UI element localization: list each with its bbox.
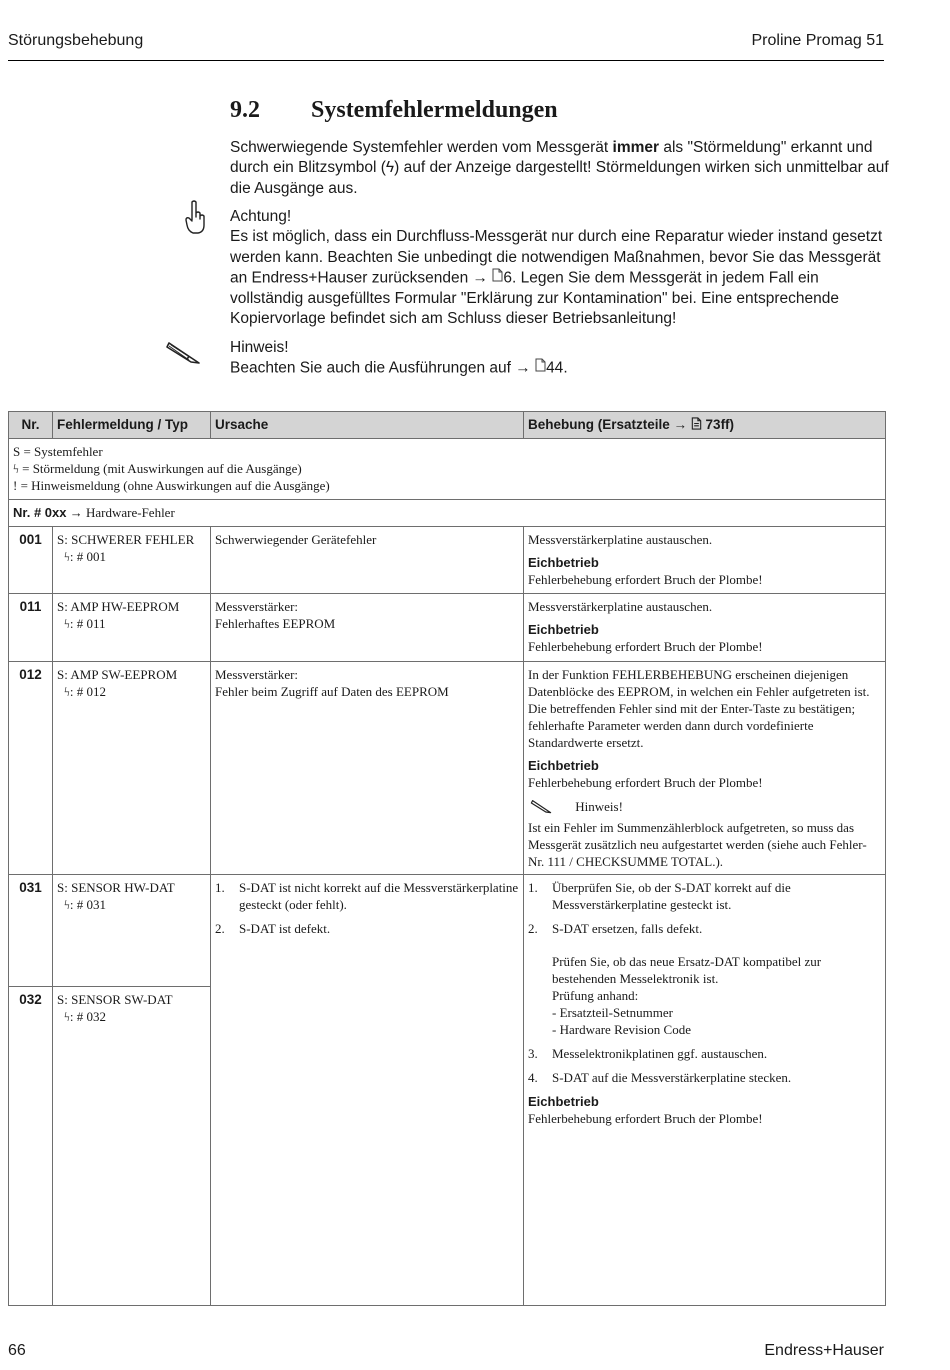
group-label: Nr. # 0xx [13, 505, 67, 520]
warning-title: Achtung! [230, 208, 292, 225]
warning-text [230, 227, 890, 329]
page-number: 66 [8, 1342, 26, 1359]
list-item: 1. S-DAT ist nicht korrekt auf die Messverstärkerplatine gesteckt (oder fehlt). [215, 880, 519, 912]
remedy-step-detail: - Ersatzteil-Setnummer [552, 1005, 673, 1020]
intro-bold: immer [612, 139, 660, 156]
page-ref-icon [535, 358, 546, 378]
calibration-label: Eichbetrieb [528, 1094, 599, 1109]
cause-cell [211, 594, 524, 662]
list-item: 3. Messelektronikplatinen ggf. austauschen. [528, 1046, 768, 1061]
remedy-cell [524, 662, 886, 875]
section-number: 9.2 [230, 97, 260, 123]
error-number: 011 [9, 594, 53, 662]
error-code: ϟ: # 012 [64, 684, 106, 699]
legend-item: ! = Hinweismeldung (ohne Auswirkungen auf die Ausgänge) [13, 478, 330, 493]
error-message: S: SENSOR HW-DAT [57, 880, 175, 895]
cause-text: Messverstärker: [215, 599, 299, 614]
error-code: ϟ: # 001 [64, 549, 106, 564]
remedy-header-ref: 73ff) [705, 417, 735, 432]
error-message: S: AMP SW-EEPROM [57, 667, 178, 682]
warning-text-part1: Es ist möglich, dass ein Durchfluss-Messgerät nur durch eine Reparatur wieder instand gesetzt werden kann. Beachten Sie unbedingt die notwendigen Maßnahmen, bevor Sie das Messgerät an Endress+Hauser zurücksenden → [230, 228, 883, 287]
cause-list [215, 879, 519, 937]
error-message-cell [53, 875, 211, 987]
page-ref-icon [492, 268, 503, 288]
remedy-header-text: Behebung (Ersatzteile → [528, 417, 691, 432]
note-page-ref: 44 [546, 359, 564, 377]
error-number: 031 [9, 875, 53, 987]
error-code: ϟ: # 011 [64, 616, 106, 631]
error-message: S: AMP HW-EEPROM [57, 599, 180, 614]
hint-title: Hinweis! [575, 798, 623, 814]
remedy-cell [524, 875, 886, 1306]
legend-item: S = Systemfehler [13, 444, 103, 459]
pointing-hand-icon [183, 200, 207, 236]
cause-step-text: S-DAT ist defekt. [239, 921, 331, 936]
pencil-icon [528, 797, 554, 819]
remedy-step-text: S-DAT auf die Messverstärkerplatine stecken. [552, 1070, 792, 1085]
remedy-step-detail: - Hardware Revision Code [552, 1022, 691, 1037]
cause-text: Fehler beim Zugriff auf Daten des EEPROM [215, 684, 449, 699]
note-text-part2: . [563, 359, 568, 377]
remedy-text: Messverstärkerplatine austauschen. [528, 532, 713, 547]
intro-text-2: als "Störmeldung" erkannt und durch ein Blitzsymbol (ϟ) auf der Anzeige dargestellt! Störmeldungen wirken sich unmittelbar auf die Ausgänge aus. [230, 139, 889, 197]
group-row [9, 500, 886, 527]
note-text-part1: Beachten Sie auch die Ausführungen auf → [230, 359, 536, 377]
remedy-text: Messverstärkerplatine austauschen. [528, 599, 713, 614]
cause-cell [211, 875, 524, 1306]
warning-text-part2: . Legen Sie dem Messgerät in jedem Fall ein vollständig ausgefülltes Formular "Erklärung zur Kontamination" bei. Eine entsprechende Kopiervorlage befindet sich am Schluss dieser Betriebsanleitung! [230, 269, 839, 328]
table-row [9, 875, 886, 987]
pencil-icon [163, 337, 203, 367]
error-message-cell [53, 527, 211, 594]
remedy-step-detail: Prüfen Sie, ob das neue Ersatz-DAT kompatibel zur bestehenden Messelektronik ist. [552, 954, 822, 986]
error-message: S: SCHWERER FEHLER [57, 532, 195, 547]
error-code: ϟ: # 031 [64, 897, 106, 912]
error-message: S: SENSOR SW-DAT [57, 992, 173, 1007]
remedy-step-text: Messelektronikplatinen ggf. austauschen. [552, 1046, 768, 1061]
cause-step-text: S-DAT ist nicht korrekt auf die Messverstärkerplatine gesteckt (oder fehlt). [239, 880, 519, 912]
error-code: ϟ: # 032 [64, 1009, 106, 1024]
error-number: 001 [9, 527, 53, 594]
cause-cell [211, 662, 524, 875]
error-number: 032 [9, 987, 53, 1306]
page-ref-icon [691, 417, 702, 434]
legend-item: ϟ = Störmeldung (mit Auswirkungen auf die Ausgänge) [13, 461, 302, 476]
list-item: 1. Überprüfen Sie, ob der S-DAT korrekt auf die Messverstärkerplatine gesteckt ist. [528, 880, 791, 912]
table-row [9, 527, 886, 594]
running-header-chapter: Störungsbehebung [8, 32, 144, 49]
note-block [230, 338, 890, 379]
error-message-cell [53, 987, 211, 1306]
group-text: → Hardware-Fehler [66, 505, 175, 520]
error-message-cell [53, 594, 211, 662]
note-text [230, 358, 890, 379]
cause-text: Messverstärker: [215, 667, 299, 682]
calibration-text: Fehlerbehebung erfordert Bruch der Plombe! [528, 572, 763, 587]
column-header-cause: Ursache [211, 412, 524, 439]
hint-heading [528, 797, 881, 819]
calibration-text: Fehlerbehebung erfordert Bruch der Plombe! [528, 1111, 763, 1126]
legend-row [9, 439, 886, 500]
cause-text: Schwerwiegender Gerätefehler [215, 532, 377, 547]
list-item: 2. S-DAT ersetzen, falls defekt. Prüfen Sie, ob das neue Ersatz-DAT kompatibel zur bestehenden Messelektronik ist. Prüfung anhand: - Ersatzteil-Setnummer - Hardware Revision Code [528, 920, 881, 1038]
footer-brand: Endress+Hauser [764, 1342, 884, 1359]
hint-text: Ist ein Fehler im Summenzählerblock aufgetreten, so muss das Messgerät zusätzlich neu aufgestartet werden (siehe auch Fehler-Nr. 111 / CHECKSUMME TOTAL.). [528, 820, 867, 869]
intro-text-1: Schwerwiegende Systemfehler werden vom Messgerät [230, 139, 613, 156]
remedy-step-detail: Prüfung anhand: [552, 988, 639, 1003]
remedy-step-text: S-DAT ersetzen, falls defekt. [552, 921, 703, 936]
header-rule [8, 60, 884, 61]
warning-block [230, 207, 890, 330]
calibration-label: Eichbetrieb [528, 555, 599, 570]
calibration-label: Eichbetrieb [528, 622, 599, 637]
remedy-cell [524, 527, 886, 594]
column-header-remedy [524, 412, 886, 439]
column-header-nr: Nr. [9, 412, 53, 439]
list-item: 4. S-DAT auf die Messverstärkerplatine stecken. [528, 1070, 792, 1085]
intro-paragraph [230, 138, 890, 199]
system-error-table [8, 411, 886, 1306]
warning-page-ref: 6 [503, 269, 512, 287]
section-title: Systemfehlermeldungen [311, 97, 558, 123]
column-header-message: Fehlermeldung / Typ [53, 412, 211, 439]
table-row [9, 662, 886, 875]
remedy-step-text: Überprüfen Sie, ob der S-DAT korrekt auf die Messverstärkerplatine gesteckt ist. [552, 880, 791, 912]
table-row [9, 594, 886, 662]
note-title: Hinweis! [230, 339, 289, 356]
remedy-list [528, 879, 881, 1086]
error-message-cell [53, 662, 211, 875]
table-header-row [9, 412, 886, 439]
list-item: 2. S-DAT ist defekt. [215, 921, 331, 936]
error-number: 012 [9, 662, 53, 875]
cause-text: Fehlerhaftes EEPROM [215, 616, 336, 631]
calibration-label: Eichbetrieb [528, 758, 599, 773]
calibration-text: Fehlerbehebung erfordert Bruch der Plombe! [528, 639, 763, 654]
calibration-text: Fehlerbehebung erfordert Bruch der Plombe! [528, 775, 763, 790]
remedy-cell [524, 594, 886, 662]
cause-cell [211, 527, 524, 594]
remedy-text: In der Funktion FEHLERBEHEBUNG erscheinen diejenigen Datenblöcke des EEPROM, in welchen ein Fehler aufgetreten ist. Die betreffenden Fehler sind mit der Enter-Taste zu bestätigen; fehlerhafte Parameter werden dann durch vordefinierte Standardwerte ersetzt. [528, 667, 870, 750]
running-header-product: Proline Promag 51 [751, 32, 884, 49]
